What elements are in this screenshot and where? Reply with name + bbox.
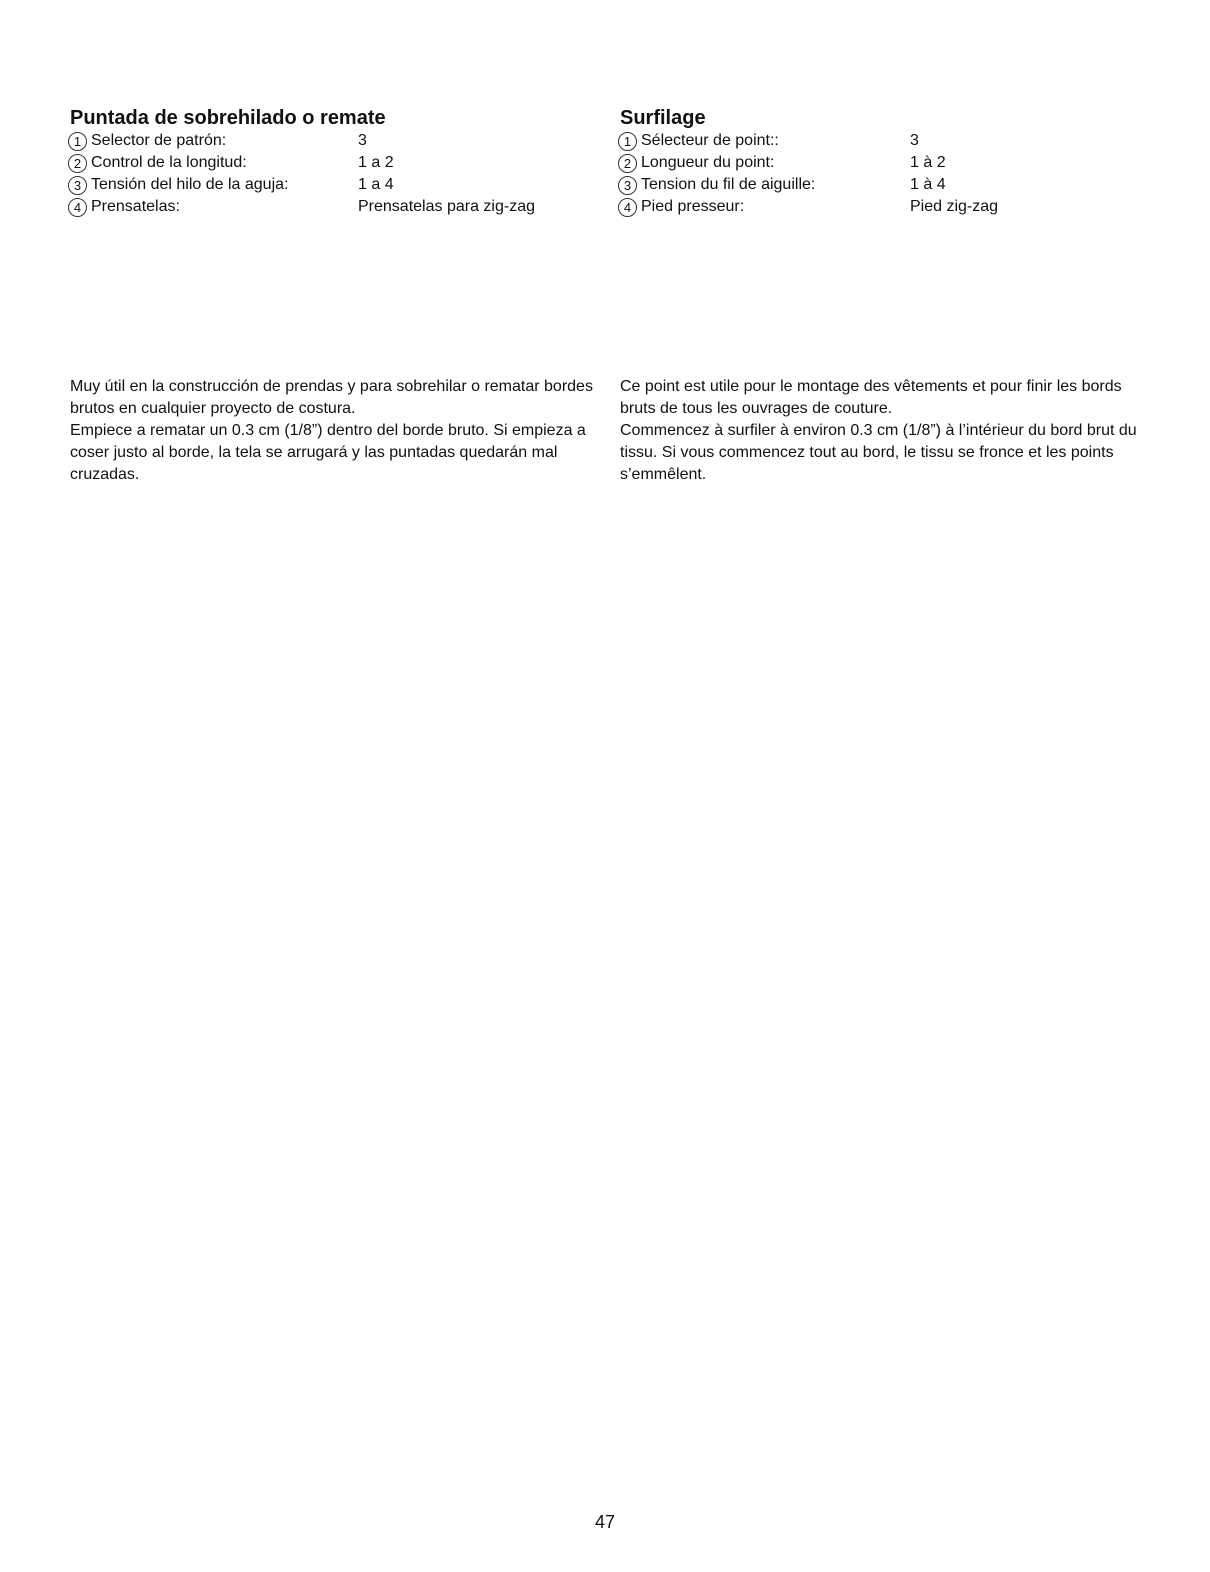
french-setting-row [620,130,1160,152]
circled-number-icon: 3 [68,176,87,195]
setting-label: Control de la longitud: [91,154,247,171]
spanish-setting-row [70,152,610,174]
setting-label: Pied presseur: [641,198,745,215]
page-number: 47 [594,1512,616,1532]
french-setting-row [620,174,1160,196]
setting-value: 1 a 2 [358,154,394,171]
setting-value: 3 [910,132,919,149]
circled-number-icon: 2 [68,154,87,173]
spanish-body-text [70,376,610,486]
circled-number-icon: 1 [618,132,637,151]
circled-number-icon: 1 [68,132,87,151]
setting-label: Tension du fil de aiguille: [641,176,816,193]
setting-value: Pied zig-zag [910,198,999,215]
circled-number-icon: 3 [618,176,637,195]
circled-number-icon: 4 [68,198,87,217]
french-settings-list [620,130,1160,218]
spanish-paragraph-1: Muy útil en la construcción de prendas y para sobrehilar o rematar bordes brutos en cualquier proyecto de costura. [70,378,593,417]
spanish-paragraph-2: Empiece a rematar un 0.3 cm (1/8”) dentro del borde bruto. Si empieza a coser justo al borde, la tela se arrugará y las puntadas quedarán mal cruzadas. [70,422,586,483]
spanish-settings-list [70,130,610,218]
spanish-setting-row [70,130,610,152]
french-section-title: Surfilage [620,107,706,129]
setting-label: Prensatelas: [91,198,180,215]
setting-value: 1 a 4 [358,176,394,193]
french-body-text [620,376,1150,486]
spanish-section-title: Puntada de sobrehilado o remate [70,107,386,129]
setting-label: Sélecteur de point:: [641,132,779,149]
french-paragraph-2: Commencez à surfiler à environ 0.3 cm (1/8”) à l’intérieur du bord brut du tissu. Si vous commencez tout au bord, le tissu se fronce et les points s’emmêlent. [620,422,1137,483]
spanish-setting-row [70,174,610,196]
circled-number-icon: 2 [618,154,637,173]
spanish-setting-row [70,196,610,218]
setting-label: Tensión del hilo de la aguja: [91,176,289,193]
setting-value: 1 à 2 [910,154,946,171]
setting-value: 3 [358,132,367,149]
french-settings-section [620,106,1160,218]
french-paragraph-1: Ce point est utile pour le montage des vêtements et pour finir les bords bruts de tous les ouvrages de couture. [620,378,1122,417]
spanish-settings-section [70,106,610,218]
setting-value: Prensatelas para zig-zag [358,198,535,215]
setting-value: 1 à 4 [910,176,946,193]
setting-label: Selector de patrón: [91,132,227,149]
circled-number-icon: 4 [618,198,637,217]
french-setting-row [620,152,1160,174]
setting-label: Longueur du point: [641,154,775,171]
french-setting-row [620,196,1160,218]
